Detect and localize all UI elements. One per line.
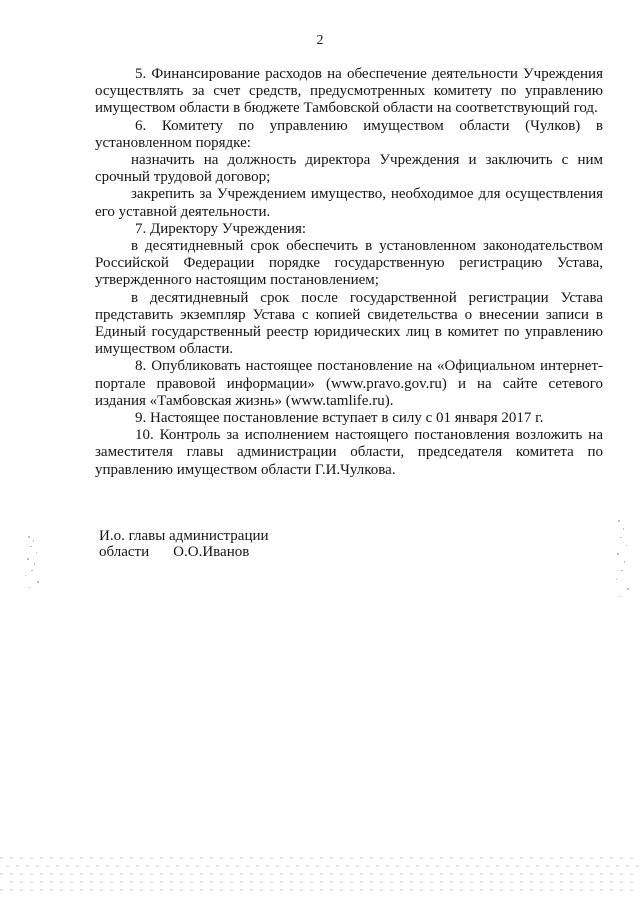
paragraph-6-committee: 6. Комитету по управлению имуществом области (Чулков) в установленном порядке:: [95, 117, 603, 151]
paragraph-7-register-charter: в десятидневный срок обеспечить в установленном законодательством Российской Федерации порядке государственную регистрацию Устава, утвержденного настоящим постановлением;: [95, 238, 603, 289]
paragraph-8-publish: 8. Опубликовать настоящее постановление на «Официальном интернет-портале правовой информации» (www.pravo.gov.ru) и на сайте сетевого издания «Тамбовская жизнь» (www.tamlife.ru).: [95, 358, 603, 409]
page-number: 2: [316, 33, 324, 48]
paragraph-5-financing: 5. Финансирование расходов на обеспечение деятельности Учреждения осуществлять за счет средств, предусмотренных комитету по управлению имуществом области в бюджете Тамбовской области на соответствующий год.: [95, 66, 603, 117]
paragraph-6-appoint-director: назначить на должность директора Учреждения и заключить с ним срочный трудовой договор;: [95, 152, 603, 186]
paragraph-9-effective-date: 9. Настоящее постановление вступает в силу с 01 января 2017 г.: [135, 410, 544, 427]
signature-line: [99, 544, 359, 560]
signature-block: [99, 528, 359, 560]
paragraph-7-director: 7. Директору Учреждения:: [135, 220, 307, 237]
paragraph-7-submit-charter: в десятидневный срок после государственной регистрации Устава представить экземпляр Устава с копией свидетельства о внесении записи в Единый государственный реестр юридических лиц в комитет по управлению имуществом области.: [95, 289, 603, 358]
signatory-name: О.О.Иванов: [173, 544, 250, 560]
paragraph-10-control: 10. Контроль за исполнением настоящего постановления возложить на заместителя главы администрации области, председателя комитета по управлению имуществом области Г.И.Чулкова.: [95, 427, 603, 478]
signature-title-region: области: [99, 544, 150, 560]
paragraph-6-assign-property: закрепить за Учреждением имущество, необходимое для осуществления его уставной деятельности.: [95, 186, 603, 220]
document-body: [95, 66, 603, 479]
signature-title: И.о. главы администрации: [99, 528, 269, 544]
